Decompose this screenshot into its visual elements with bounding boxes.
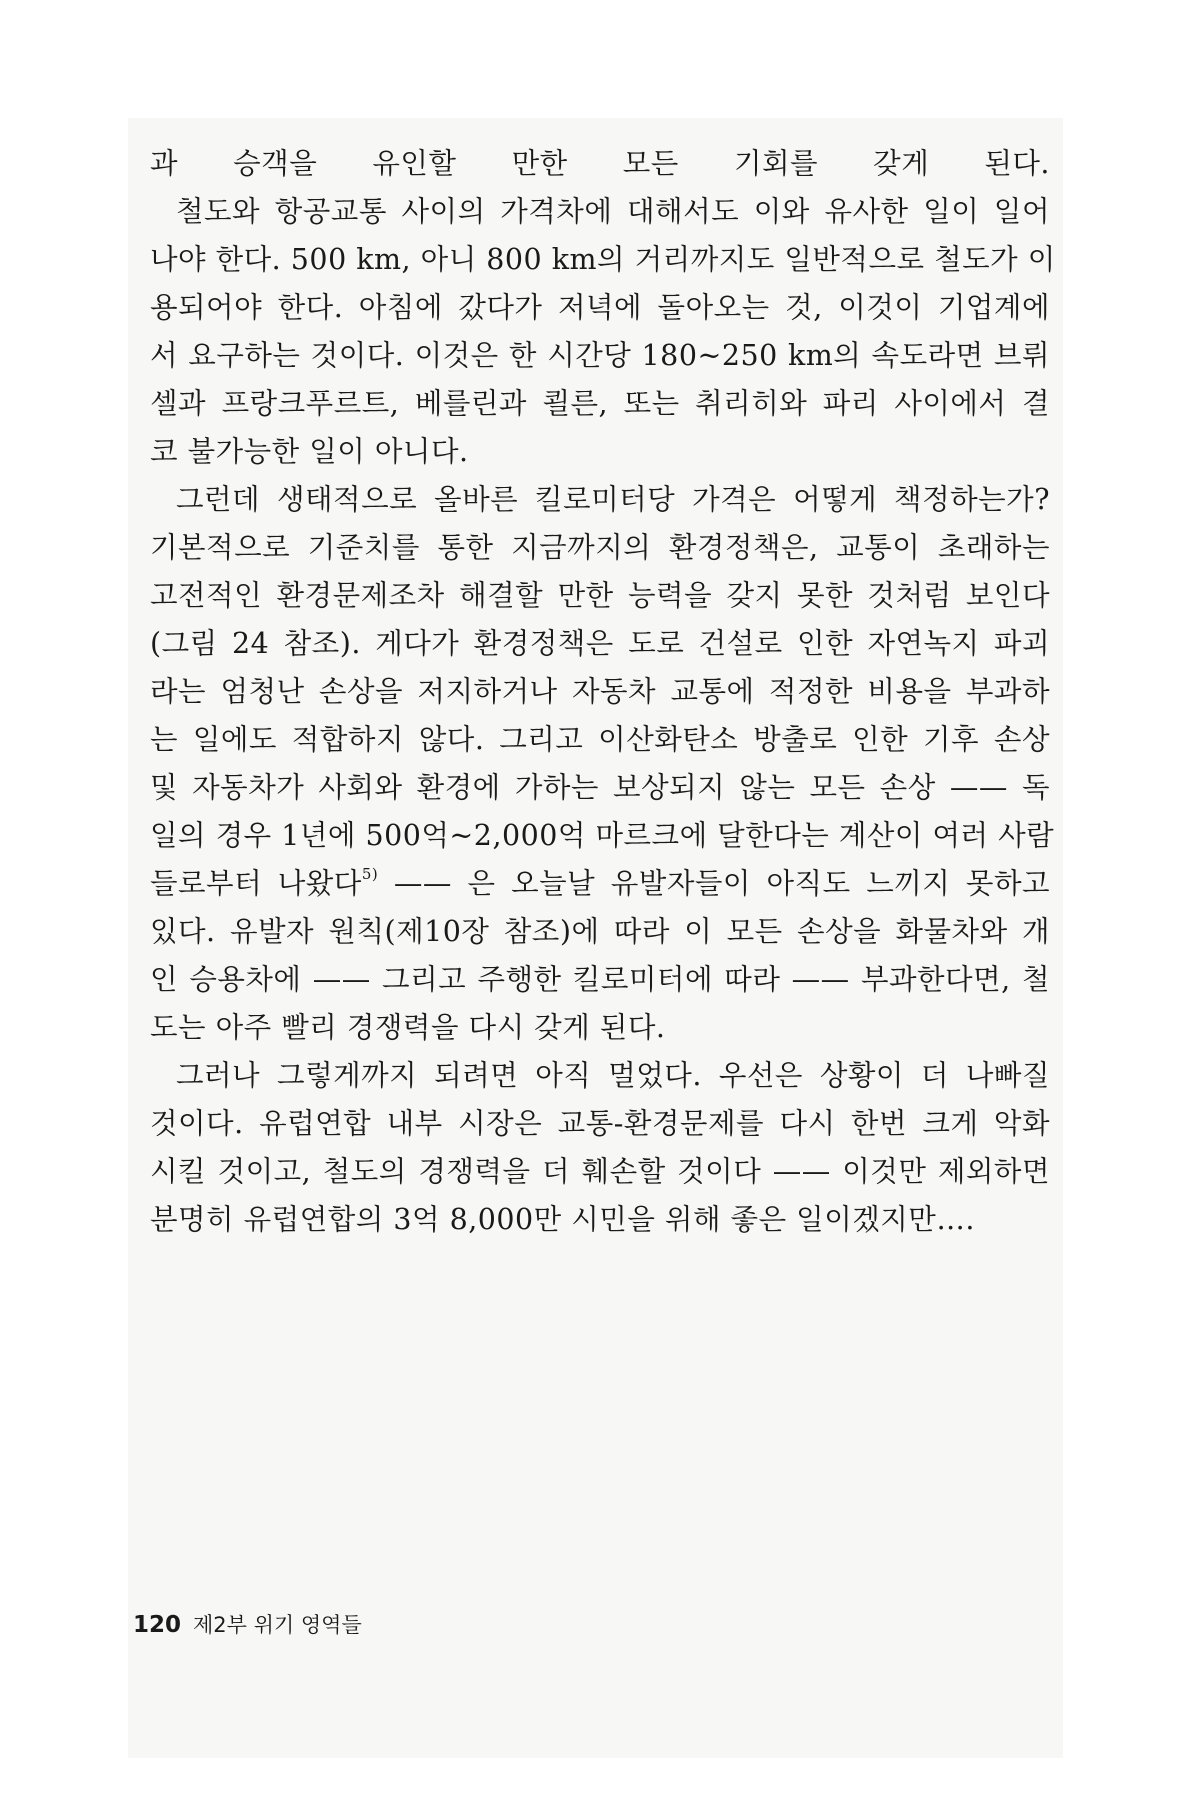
body-line: 서 요구하는 것이다. 이것은 한 시간당 180~250 km의 속도라면 브뤼 [150, 339, 1050, 372]
page-number: 120 [133, 1612, 182, 1638]
paragraph-start-line [150, 476, 1050, 524]
body-line: 것이다. 유럽연합 내부 시장은 교통-환경문제를 다시 한번 크게 악화 [150, 1107, 1050, 1140]
body-line: 일의 경우 1년에 500억~2,000억 마르크에 달한다는 계산이 여러 사람 [150, 819, 1055, 852]
body-line: 기본적으로 기준치를 통한 지금까지의 환경정책은, 교통이 초래하는 [150, 531, 1050, 564]
body-line-text: 그런데 생태적으로 올바른 킬로미터당 가격은 어떻게 책정하는가? [176, 483, 1050, 516]
body-line: 있다. 유발자 원칙(제10장 참조)에 따라 이 모든 손상을 화물차와 개 [150, 915, 1050, 948]
body-line-text: 철도와 항공교통 사이의 가격차에 대해서도 이와 유사한 일이 일어 [176, 195, 1050, 228]
body-line: 는 일에도 적합하지 않다. 그리고 이산화탄소 방출로 인한 기후 손상 [150, 723, 1050, 756]
paragraph-start-line [150, 188, 1050, 236]
section-title: 제2부 위기 영역들 [193, 1613, 362, 1637]
page-footer [133, 1609, 362, 1639]
paragraph-start-line [150, 1052, 1050, 1100]
body-line: 시킬 것이고, 철도의 경쟁력을 더 훼손할 것이다 —— 이것만 제외하면 [150, 1155, 1050, 1188]
body-line-text: —— 은 오늘날 유발자들이 아직도 느끼지 못하고 [393, 867, 1051, 900]
footnote-marker: 5) [361, 865, 379, 883]
body-line: 라는 엄청난 손상을 저지하거나 자동차 교통에 적정한 비용을 부과하 [150, 675, 1050, 708]
body-line-text: 들로부터 나왔다 [150, 867, 362, 900]
body-line: 및 자동차가 사회와 환경에 가하는 보상되지 않는 모든 손상 —— 독 [150, 771, 1050, 804]
body-line: 셀과 프랑크푸르트, 베를린과 쾰른, 또는 취리히와 파리 사이에서 결 [150, 387, 1050, 420]
body-line: 코 불가능한 일이 아니다. [150, 435, 469, 468]
body-text [150, 140, 1056, 1244]
body-line-text: 그러나 그렇게까지 되려면 아직 멀었다. 우선은 상황이 더 나빠질 [176, 1059, 1050, 1092]
body-line: 인 승용차에 —— 그리고 주행한 킬로미터에 따라 —— 부과한다면, 철 [150, 963, 1050, 996]
body-line: 나야 한다. 500 km, 아니 800 km의 거리까지도 일반적으로 철도가 이 [150, 243, 1056, 276]
body-line-with-footnote [150, 860, 1050, 908]
body-line: 분명히 유럽연합의 3억 8,000만 시민을 위해 좋은 일이겠지만…. [150, 1203, 975, 1236]
body-line: 도는 아주 빨리 경쟁력을 다시 갖게 된다. [150, 1011, 666, 1044]
body-line: 과 승객을 유인할 만한 모든 기회를 갖게 된다. [150, 147, 1050, 180]
body-line: (그림 24 참조). 게다가 환경정책은 도로 건설로 인한 자연녹지 파괴 [150, 627, 1050, 660]
body-line: 고전적인 환경문제조차 해결할 만한 능력을 갖지 못한 것처럼 보인다 [150, 579, 1050, 612]
body-line: 용되어야 한다. 아침에 갔다가 저녁에 돌아오는 것, 이것이 기업계에 [150, 291, 1050, 324]
